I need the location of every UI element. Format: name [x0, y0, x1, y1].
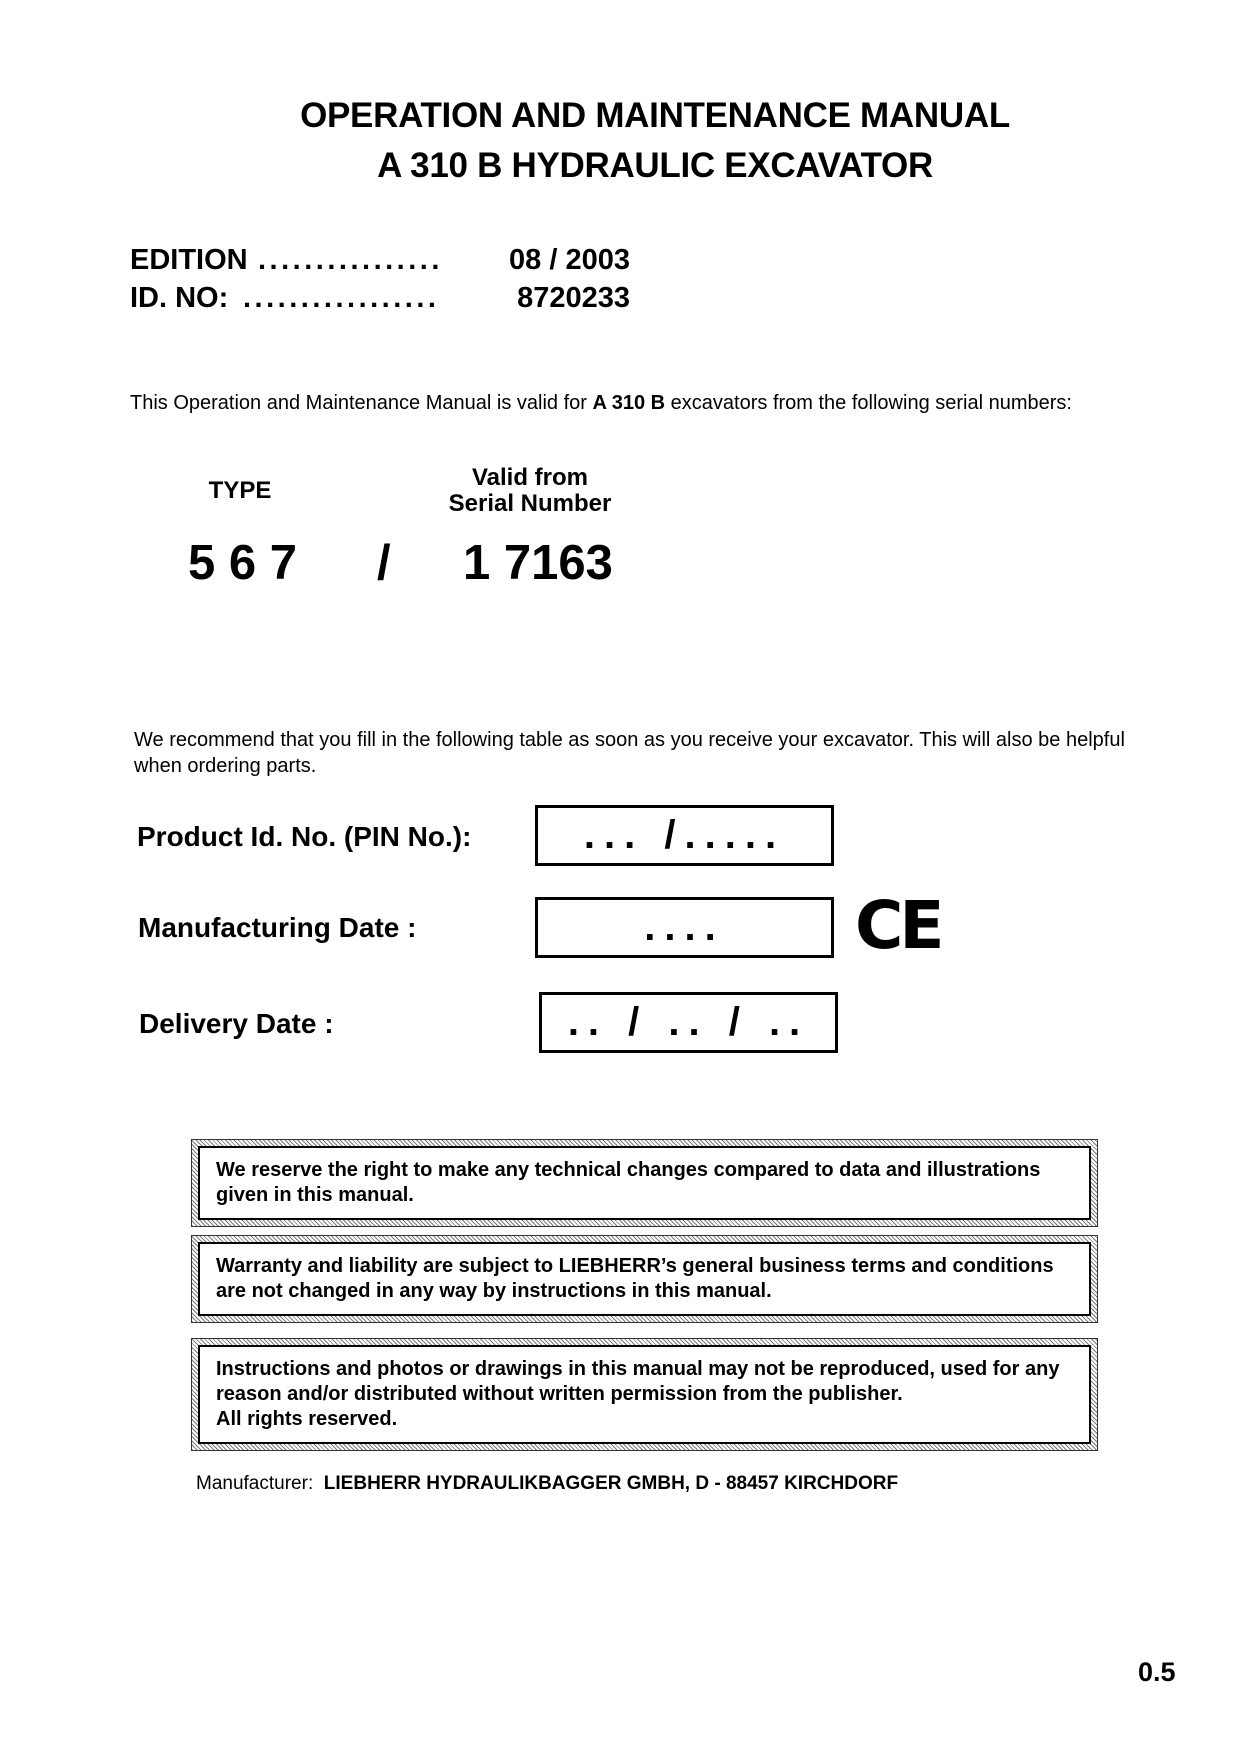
serial-header-line-1: Valid from [471, 464, 589, 491]
delivery-date-label: Delivery Date : [139, 1008, 334, 1039]
ce-mark-icon: CE [855, 887, 941, 964]
manufacturer-name: LIEBHERR HYDRAULIKBAGGER GMBH, D - 88457 KIRCHDORF [323, 1473, 899, 1494]
validity-text-before: This Operation and Maintenance Manual is valid for [130, 392, 593, 414]
notice-text: Warranty and liability are subject to LIEBHERR’s general business terms and conditions are not changed in any way by instructions in this manual. [198, 1242, 1091, 1316]
serial-header-line-2: Serial Number [448, 490, 612, 517]
serial-value: 1 7163 [463, 536, 613, 590]
manufacturing-date-field[interactable]: .... [535, 897, 834, 958]
serial-separator: / [377, 536, 391, 590]
manufacturer-line [196, 1473, 898, 1495]
edition-value: 08 / 2003 [509, 244, 630, 276]
validity-statement [130, 392, 1072, 415]
notice-box-copyright [191, 1338, 1098, 1451]
id-no-dots: ................. [243, 282, 440, 314]
serial-header [430, 465, 630, 517]
edition-dots: ................ [258, 244, 443, 276]
notice-text-rights: All rights reserved. [216, 1408, 398, 1430]
manual-title-line-2: A 310 B HYDRAULIC EXCAVATOR [377, 146, 933, 185]
validity-text-after: excavators from the following serial numbers: [665, 392, 1072, 414]
product-id-field[interactable]: ... /..... [535, 805, 834, 866]
id-no-value: 8720233 [517, 282, 630, 314]
notice-content [198, 1345, 1091, 1444]
type-value: 5 6 7 [188, 536, 297, 590]
notice-text: Instructions and photos or drawings in this manual may not be reproduced, used for any reason and/or distributed without written permission from the publisher. [216, 1358, 1060, 1405]
type-header: TYPE [208, 477, 272, 504]
page-number: 0.5 [1138, 1657, 1176, 1687]
manual-title-line-1: OPERATION AND MAINTENANCE MANUAL [300, 96, 1010, 135]
notice-box-warranty [191, 1235, 1098, 1323]
delivery-date-field[interactable]: .. / .. / .. [539, 992, 838, 1053]
notice-text: We reserve the right to make any technical changes compared to data and illustrations given in this manual. [198, 1146, 1091, 1220]
notice-box-technical-changes [191, 1139, 1098, 1227]
manufacturing-date-label: Manufacturing Date : [138, 912, 417, 943]
recommendation-text: We recommend that you fill in the following table as soon as you receive your excavator. This will also be helpful when ordering parts. [134, 729, 1125, 777]
id-no-label: ID. NO: [130, 282, 229, 314]
product-id-label: Product Id. No. (PIN No.): [137, 821, 472, 852]
manufacturer-label: Manufacturer: [196, 1473, 314, 1494]
edition-label: EDITION [130, 244, 248, 276]
validity-model: A 310 B [592, 392, 666, 414]
